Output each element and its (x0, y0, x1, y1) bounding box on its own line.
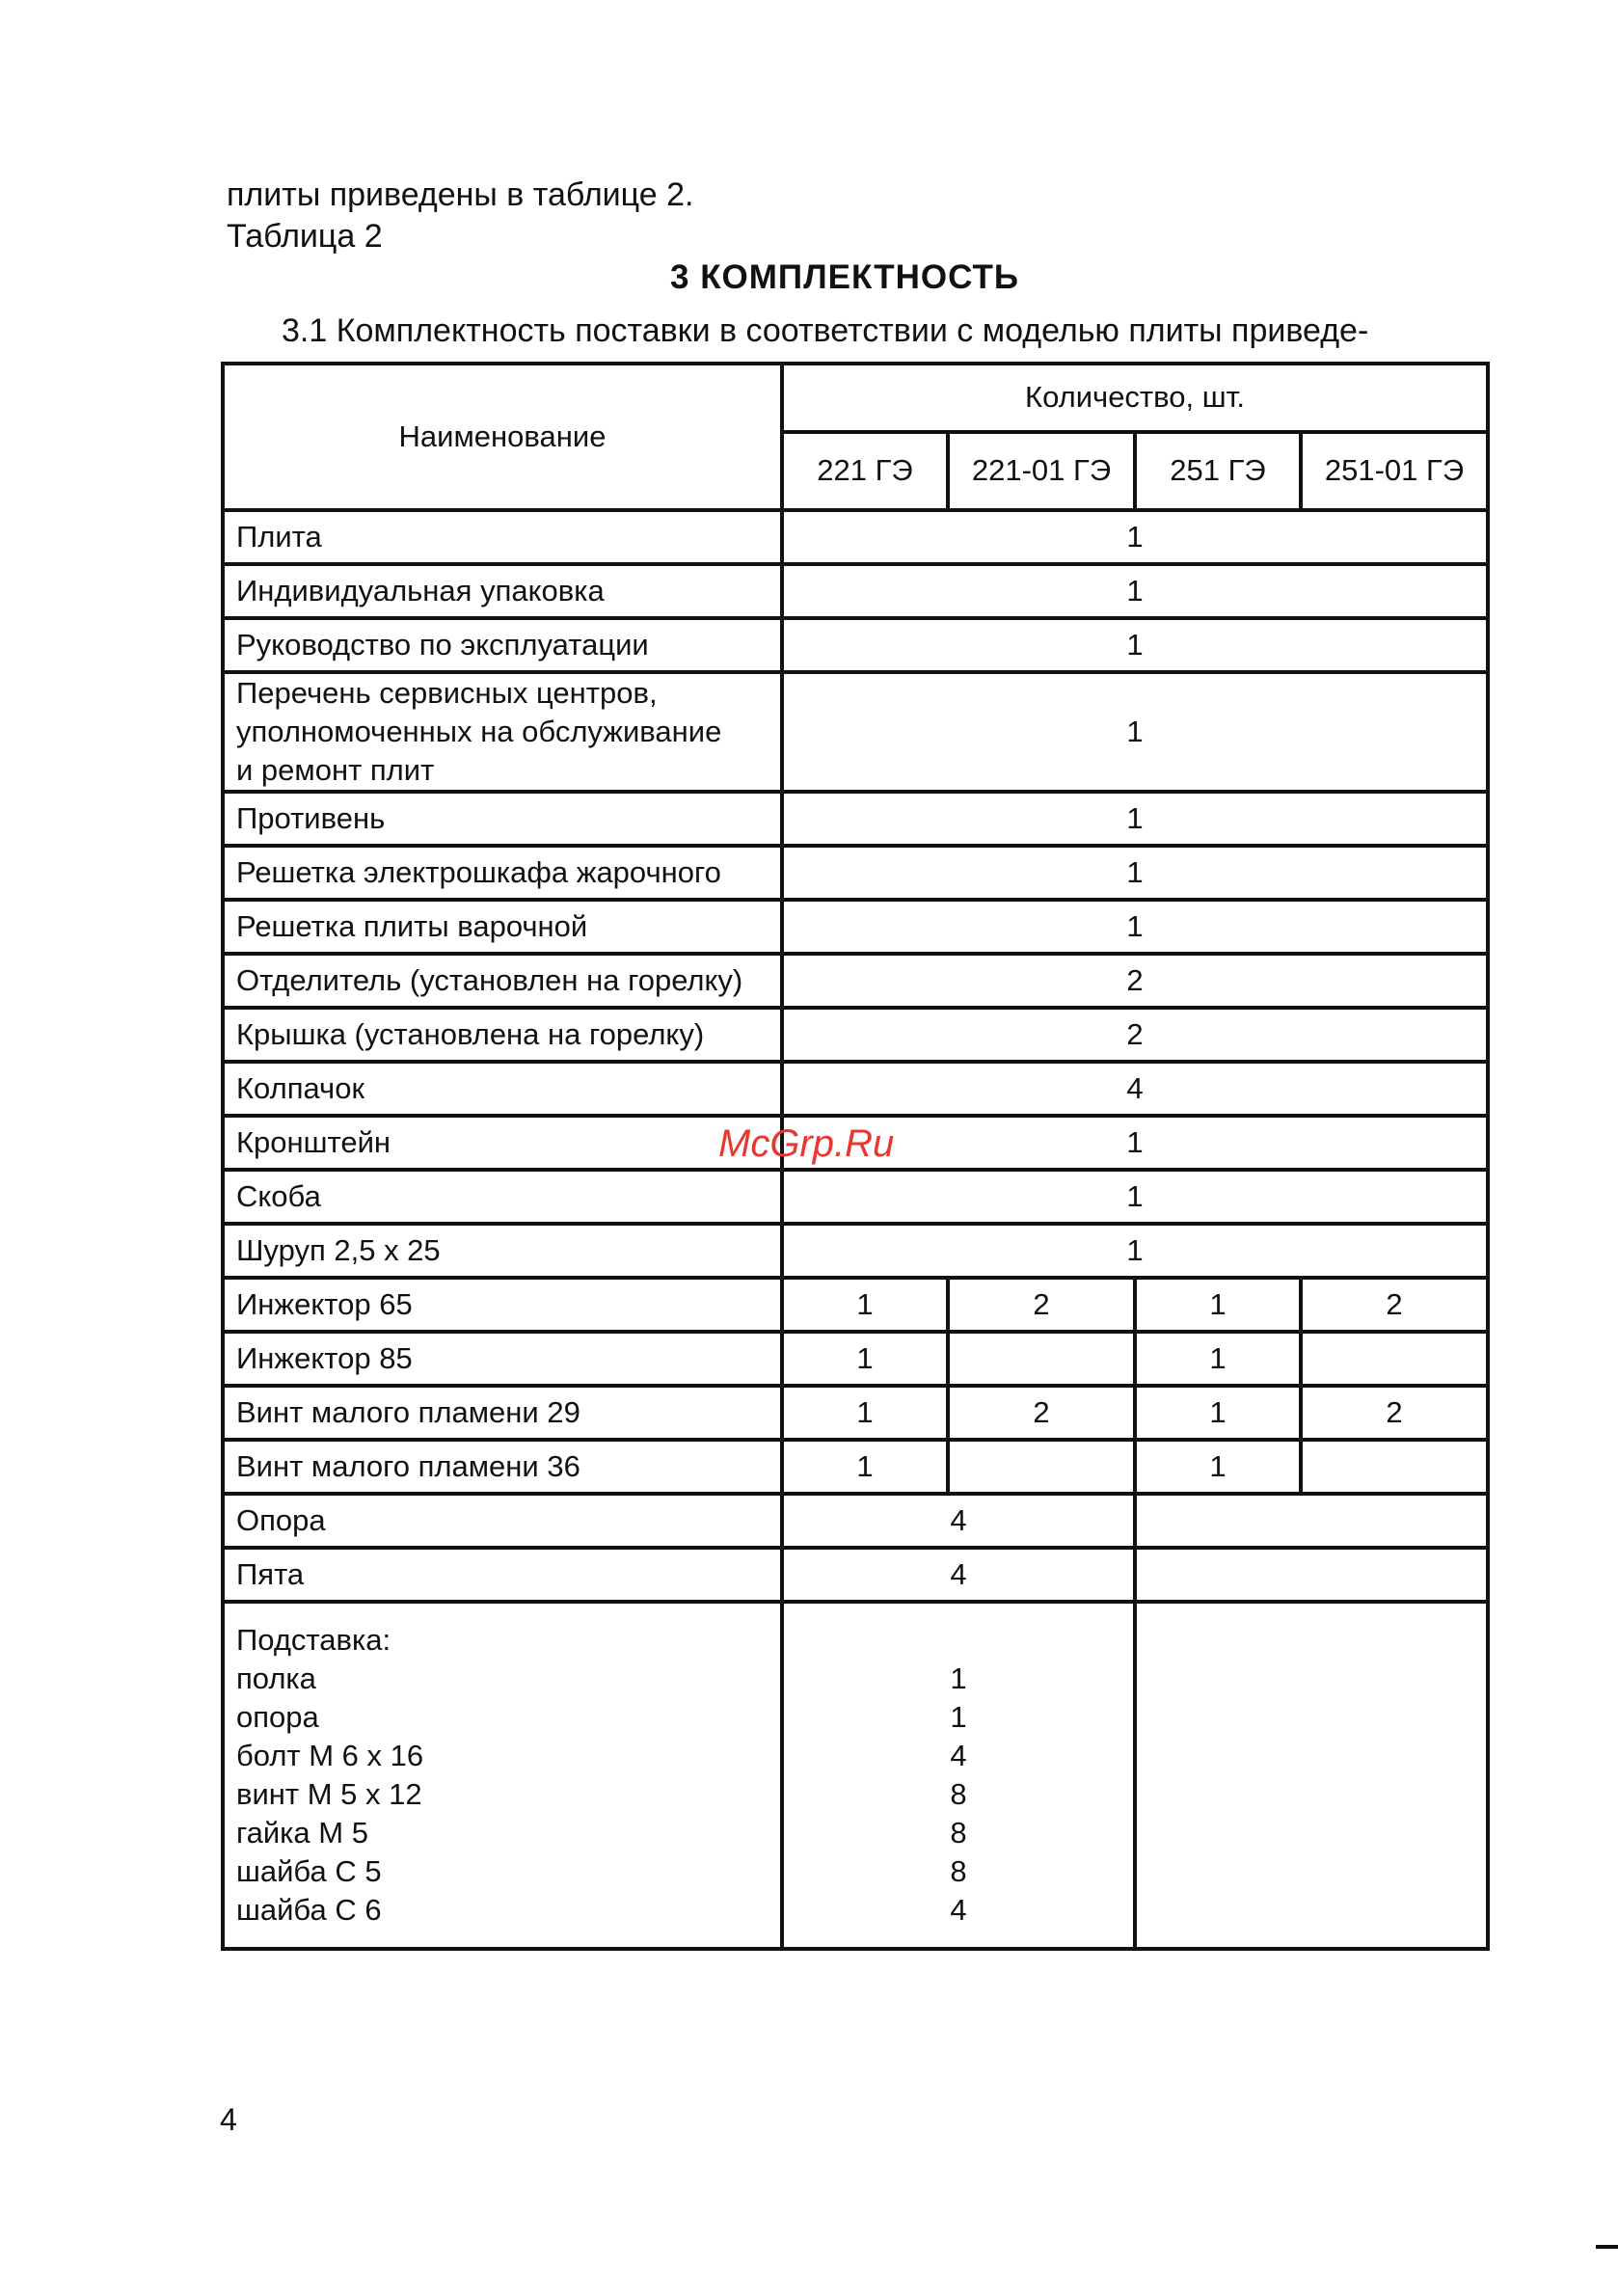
row-name-cell: Плита (223, 510, 782, 564)
table-row (223, 900, 1488, 954)
table-row (223, 510, 1488, 564)
table-row (223, 846, 1488, 900)
stand-value-cell (782, 1602, 1135, 1949)
intro-line-1: плиты приведены в таблице 2. (227, 176, 694, 213)
row-value-cell: 2 (782, 1008, 1488, 1062)
table-row (223, 954, 1488, 1008)
row-model-value-cell: 1 (782, 1332, 948, 1386)
row-model-value-cell: 1 (782, 1440, 948, 1494)
row-model-value-cell: 2 (1301, 1386, 1488, 1440)
row-value-cell: 1 (782, 672, 1488, 792)
header-model-251: 251 ГЭ (1135, 432, 1301, 510)
row-name-cell: Колпачок (223, 1062, 782, 1116)
row-model-value-cell (948, 1440, 1135, 1494)
row-value-cell: 4 (782, 1062, 1488, 1116)
row-value-221-cell: 4 (782, 1494, 1135, 1548)
row-model-value-cell (948, 1332, 1135, 1386)
row-value-cell: 1 (782, 792, 1488, 846)
stand-item-name: гайка М 5 (236, 1816, 368, 1850)
table-row (223, 1494, 1488, 1548)
table-caption: Таблица 2 (227, 218, 383, 255)
stand-item-value: 8 (950, 1816, 967, 1850)
row-name-line: уполномоченных на обслуживание (236, 715, 722, 748)
row-name-line: и ремонт плит (236, 753, 435, 787)
watermark: McGrp.Ru (718, 1122, 895, 1165)
stand-title: Подставка: (236, 1623, 391, 1657)
row-name-cell (223, 672, 782, 792)
row-value-cell: 1 (782, 846, 1488, 900)
table-row (223, 618, 1488, 672)
header-name-cell: Наименование (223, 364, 782, 510)
stand-item-name: полка (236, 1661, 316, 1695)
row-name-cell: Кронштейн (223, 1116, 782, 1170)
stand-value-251-cell (1135, 1602, 1488, 1949)
stand-item-name: шайба С 5 (236, 1854, 382, 1888)
row-name-cell: Руководство по эксплуатации (223, 618, 782, 672)
row-value-cell: 1 (782, 1224, 1488, 1278)
page-number: 4 (220, 2102, 237, 2137)
row-model-value-cell: 1 (1135, 1278, 1301, 1332)
row-name-cell: Инжектор 65 (223, 1278, 782, 1332)
stand-item-name: шайба С 6 (236, 1893, 382, 1927)
row-model-value-cell: 2 (948, 1386, 1135, 1440)
row-value-cell: 1 (782, 900, 1488, 954)
table-row (223, 1224, 1488, 1278)
row-value-cell: 1 (782, 618, 1488, 672)
stand-item-value: 4 (950, 1739, 967, 1772)
table-row (223, 792, 1488, 846)
row-value-cell: 1 (782, 510, 1488, 564)
header-quantity-cell: Количество, шт. (782, 364, 1488, 432)
row-name-cell: Решетка электрошкафа жарочного (223, 846, 782, 900)
row-model-value-cell (1301, 1332, 1488, 1386)
table-header-row (223, 364, 1488, 432)
table-row (223, 1440, 1488, 1494)
stand-name-cell (223, 1602, 782, 1949)
row-value-cell: 2 (782, 954, 1488, 1008)
row-name-cell: Пята (223, 1548, 782, 1602)
table-row (223, 1062, 1488, 1116)
table-row (223, 1008, 1488, 1062)
row-model-value-cell (1301, 1440, 1488, 1494)
row-model-value-cell: 1 (782, 1386, 948, 1440)
row-model-value-cell: 2 (1301, 1278, 1488, 1332)
header-model-221-01: 221-01 ГЭ (948, 432, 1135, 510)
stand-item-value: 4 (950, 1893, 967, 1927)
header-model-221: 221 ГЭ (782, 432, 948, 510)
row-name-cell: Шуруп 2,5 х 25 (223, 1224, 782, 1278)
stand-item-name: винт М 5 х 12 (236, 1777, 422, 1811)
row-model-value-cell: 2 (948, 1278, 1135, 1332)
row-value-221-cell: 4 (782, 1548, 1135, 1602)
row-name-cell: Винт малого пламени 36 (223, 1440, 782, 1494)
table-row (223, 1278, 1488, 1332)
corner-dash (1596, 2245, 1618, 2249)
row-value-cell: 1 (782, 1170, 1488, 1224)
stand-item-value: 8 (950, 1777, 967, 1811)
row-name-cell: Крышка (установлена на горелку) (223, 1008, 782, 1062)
row-model-value-cell: 1 (1135, 1386, 1301, 1440)
stand-item-name: опора (236, 1700, 319, 1734)
table-row (223, 672, 1488, 792)
row-model-value-cell: 1 (1135, 1332, 1301, 1386)
row-name-cell: Опора (223, 1494, 782, 1548)
stand-item-value: 1 (950, 1700, 967, 1734)
row-name-cell: Решетка плиты варочной (223, 900, 782, 954)
row-model-value-cell: 1 (782, 1278, 948, 1332)
row-name-cell: Индивидуальная упаковка (223, 564, 782, 618)
row-value-cell: 1 (782, 564, 1488, 618)
row-name-cell: Противень (223, 792, 782, 846)
section-heading: 3 КОМПЛЕКТНОСТЬ (670, 258, 1020, 296)
table-row (223, 1170, 1488, 1224)
stand-item-value: 1 (950, 1661, 967, 1695)
table-row (223, 1548, 1488, 1602)
table-row (223, 1386, 1488, 1440)
stand-item-name: болт М 6 х 16 (236, 1739, 424, 1772)
row-name-cell: Отделитель (установлен на горелку) (223, 954, 782, 1008)
table-row-stand (223, 1602, 1488, 1949)
stand-item-value: 8 (950, 1854, 967, 1888)
row-model-value-cell: 1 (1135, 1440, 1301, 1494)
row-name-cell: Винт малого пламени 29 (223, 1386, 782, 1440)
table-row (223, 1332, 1488, 1386)
row-name-cell: Скоба (223, 1170, 782, 1224)
row-name-line: Перечень сервисных центров, (236, 676, 658, 710)
table-row (223, 564, 1488, 618)
row-value-cell: 1 (782, 1116, 1488, 1170)
row-name-cell: Инжектор 85 (223, 1332, 782, 1386)
row-value-251-cell (1135, 1548, 1488, 1602)
section-paragraph: 3.1 Комплектность поставки в соответствии с моделью плиты приведе- (282, 312, 1369, 349)
stand-value-spacer (796, 1621, 1121, 1660)
row-value-251-cell (1135, 1494, 1488, 1548)
header-model-251-01: 251-01 ГЭ (1301, 432, 1488, 510)
